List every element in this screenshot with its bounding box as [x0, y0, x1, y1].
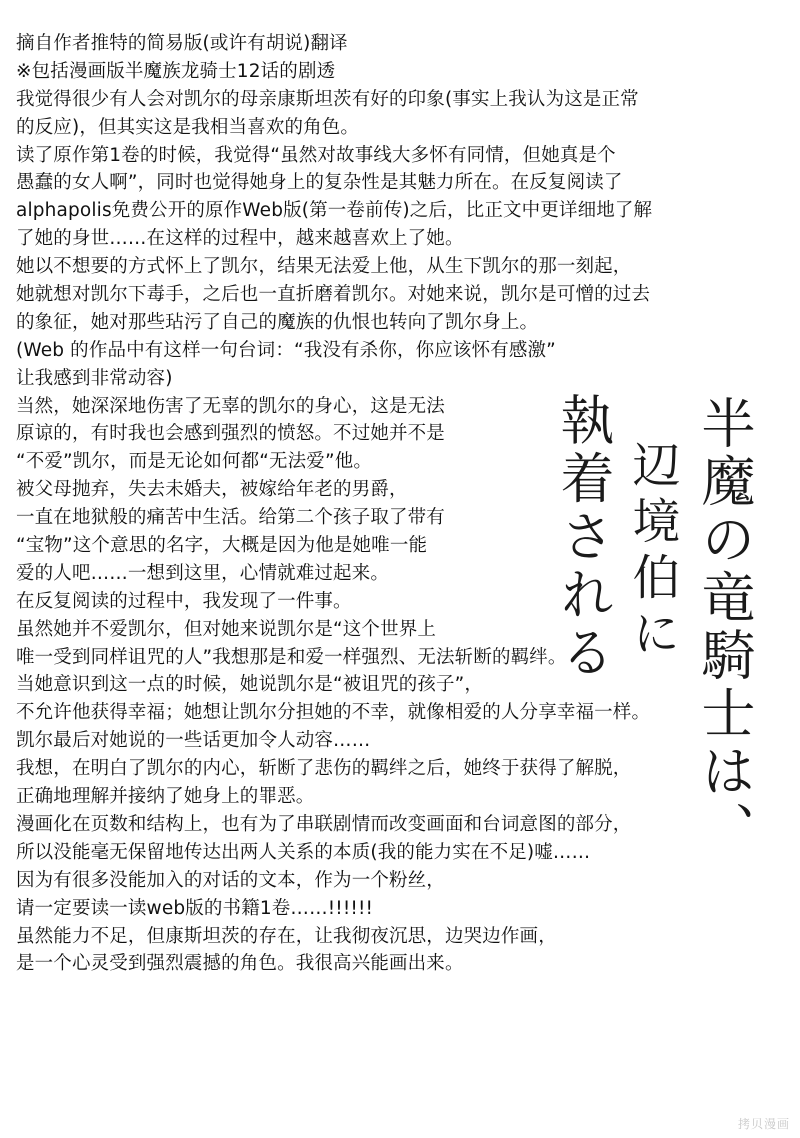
text-line: 正确地理解并接纳了她身上的罪恶。: [16, 786, 315, 808]
text-line: 唯一受到同样诅咒的人”我想那是和爱一样强烈、无法斩断的羁绊。: [16, 646, 567, 668]
text-line: 是一个心灵受到强烈震撼的角色。我很高兴能画出来。: [16, 953, 464, 975]
text-line: 读了原作第1卷的时候，我觉得“虽然对故事线大多怀有同情，但她真是个: [16, 144, 616, 166]
text-line: alphapolis免费公开的原作Web版(第一卷前传)之后，比正文中更详细地了解: [16, 200, 653, 222]
text-line: 她就想对凯尔下毒手，之后也一直折磨着凯尔。对她来说，凯尔是可憎的过去: [16, 284, 651, 306]
text-line: 当她意识到这一点的时候，她说凯尔是“被诅咒的孩子”，: [16, 674, 484, 696]
text-line: 漫画化在页数和结构上，也有为了串联剧情而改变画面和台词意图的部分，: [16, 813, 632, 835]
text-line: (Web 的作品中有这样一句台词：“我没有杀你，你应该怀有感激”: [16, 339, 556, 361]
text-line: 原谅的，有时我也会感到强烈的愤怒。不过她并不是: [16, 423, 445, 445]
text-line: 她以不想要的方式怀上了凯尔，结果无法爱上他，从生下凯尔的那一刻起，: [16, 256, 632, 278]
text-line: 因为有很多没能加入的对话的文本，作为一个粉丝，: [16, 869, 445, 891]
text-line: 不允许他获得幸福；她想让凯尔分担她的不幸，就像相爱的人分享幸福一样。: [16, 702, 651, 724]
watermark: 拷贝漫画: [737, 1117, 790, 1131]
text-line: 一直在地狱般的痛苦中生活。给第二个孩子取了带有: [16, 507, 445, 529]
title-column-2: 辺境伯に: [624, 440, 680, 664]
text-line: 虽然能力不足，但康斯坦茨的存在，让我彻夜沉思，边哭边作画，: [16, 925, 557, 947]
title-column-1: 半魔の竜騎士は、: [693, 395, 756, 859]
title-column-3: 執着される: [552, 392, 615, 682]
text-line: 让我感到非常动容): [16, 367, 173, 389]
text-line: 当然，她深深地伤害了无辜的凯尔的身心，这是无法: [16, 395, 445, 417]
text-line: 的反应)，但其实这是我相当喜欢的角色。: [16, 116, 360, 138]
text-line: “宝物”这个意思的名字，大概是因为他是她唯一能: [16, 535, 428, 557]
text-line: 摘自作者推特的简易版(或许有胡说)翻译: [16, 33, 348, 54]
text-line: 了她的身世……在这样的过程中，越来越喜欢上了她。: [16, 228, 464, 250]
text-line: “不爱”凯尔，而是无论如何都“无法爱”他。: [16, 451, 372, 473]
text-line: 请一定要读一读web版的书籍1卷……!!!!!!: [16, 897, 374, 919]
text-line: ※包括漫画版半魔族龙骑士12话的剧透: [16, 60, 336, 82]
text-line: 我觉得很少有人会对凯尔的母亲康斯坦茨有好的印象(事实上我认为这是正常: [16, 88, 639, 110]
text-line: 爱的人吧……一想到这里，心情就难过起来。: [16, 562, 390, 584]
text-line: 我想，在明白了凯尔的内心，斩断了悲伤的羁绊之后，她终于获得了解脱，: [16, 758, 632, 780]
text-line: 所以没能毫无保留地传达出两人关系的本质(我的能力实在不足)嘘……: [16, 841, 591, 863]
text-line: 虽然她并不爱凯尔，但对她来说凯尔是“这个世界上: [16, 618, 437, 640]
text-line: 被父母抛弃，失去未婚夫，被嫁给年老的男爵，: [16, 479, 408, 501]
text-line: 愚蠢的女人啊”，同时也觉得她身上的复杂性是其魅力所在。在反复阅读了: [16, 172, 623, 194]
text-line: 在反复阅读的过程中，我发现了一件事。: [16, 590, 352, 612]
text-line: 凯尔最后对她说的一些话更加令人动容……: [16, 730, 371, 752]
text-line: 的象征，她对那些玷污了自己的魔族的仇恨也转向了凯尔身上。: [16, 311, 539, 333]
